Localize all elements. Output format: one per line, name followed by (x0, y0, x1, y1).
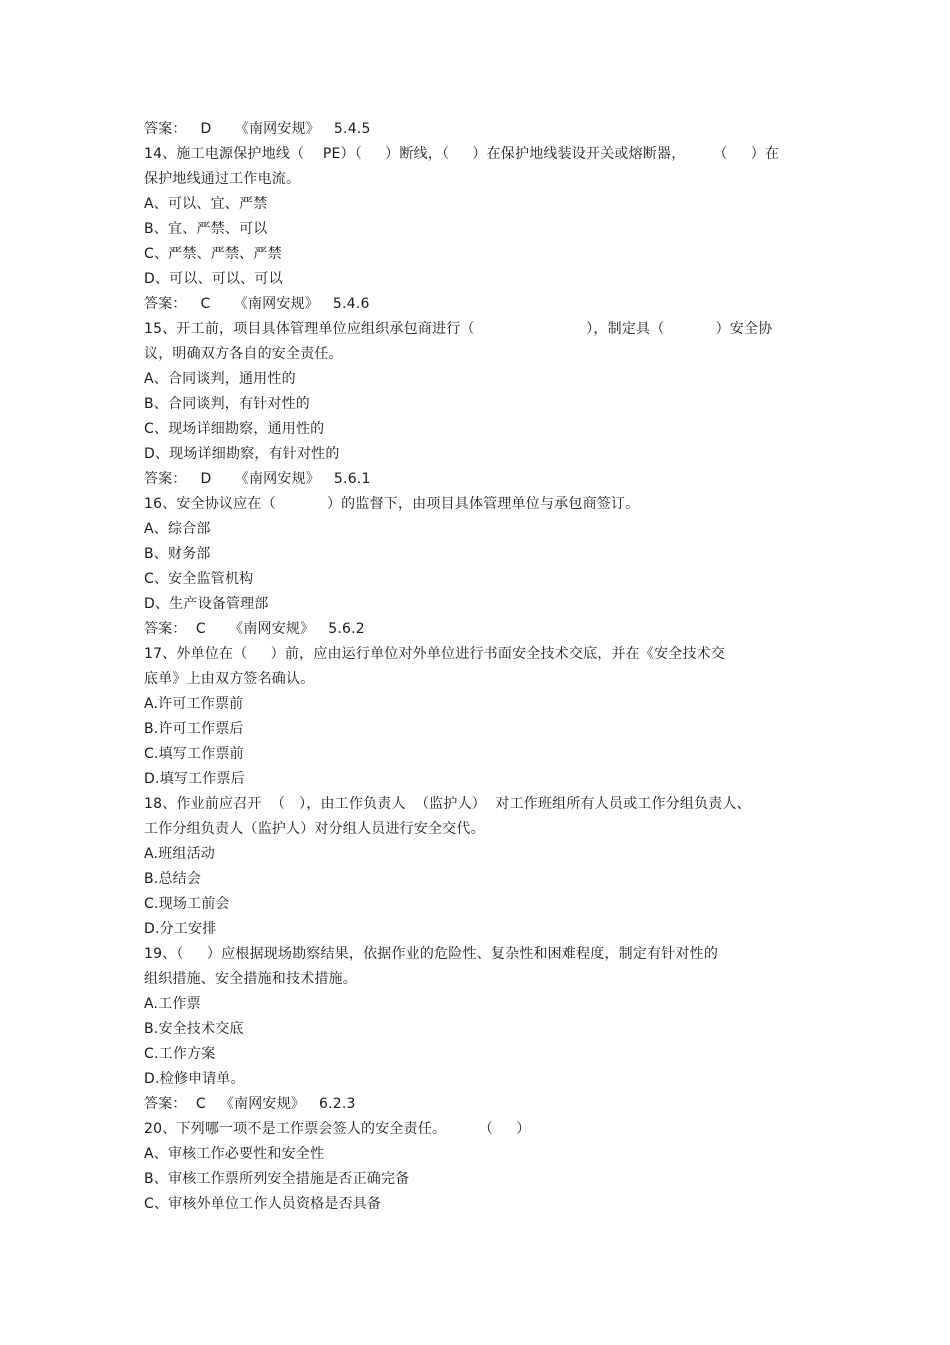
text-line: C、审核外单位工作人员资格是否具备 (144, 1196, 382, 1212)
text-line: A.许可工作票前 (144, 696, 244, 712)
text-line: A、可以、宜、严禁 (144, 196, 268, 212)
text-line: 17、外单位在（ ）前，应由运行单位对外单位进行书面安全技术交底，并在《安全技术交 (144, 646, 726, 662)
text-line: 保护地线通过工作电流。 (144, 171, 301, 187)
text-line: A、综合部 (144, 521, 211, 537)
text-line: B、审核工作票所列安全措施是否正确完备 (144, 1171, 410, 1187)
text-line: C、现场详细勘察，通用性的 (144, 421, 325, 437)
text-line: 工作分组负责人（监护人）对分组人员进行安全交代。 (144, 821, 485, 837)
text-line: D.填写工作票后 (144, 771, 245, 787)
text-line: B、合同谈判，有针对性的 (144, 396, 311, 412)
text-line: 答案： C 《南网安规》 5.4.6 (144, 296, 370, 312)
document-body (144, 117, 812, 1217)
text-line: D.分工安排 (144, 921, 217, 937)
text-line: 答案： C 《南网安规》 5.6.2 (144, 621, 365, 637)
text-line: 15、开工前，项目具体管理单位应组织承包商进行（ ），制定具（ ）安全协 (144, 321, 773, 337)
text-line: C.工作方案 (144, 1046, 216, 1062)
text-line: B.安全技术交底 (144, 1021, 244, 1037)
text-line: 答案： C 《南网安规》 6.2.3 (144, 1096, 356, 1112)
text-line: A.工作票 (144, 996, 201, 1012)
text-line: B.许可工作票后 (144, 721, 244, 737)
text-line: D、现场详细勘察，有针对性的 (144, 446, 340, 462)
text-line: 组织措施、安全措施和技术措施。 (144, 971, 357, 987)
text-line: 16、安全协议应在（ ）的监督下，由项目具体管理单位与承包商签订。 (144, 496, 640, 512)
text-line: 14、施工电源保护地线（ PE）（ ）断线，（ ）在保护地线装设开关或熔断器， （ ）在 (144, 146, 780, 162)
text-line: C.现场工前会 (144, 896, 230, 912)
text-line: A.班组活动 (144, 846, 215, 862)
text-line: A、合同谈判，通用性的 (144, 371, 296, 387)
text-line: D.检修申请单。 (144, 1071, 245, 1087)
text-line: B、财务部 (144, 546, 211, 562)
text-line: D、可以、可以、可以 (144, 271, 283, 287)
text-line: 底单》上由双方签名确认。 (144, 671, 315, 687)
text-line: D、生产设备管理部 (144, 596, 269, 612)
text-line: 19、（ ）应根据现场勘察结果，依据作业的危险性、复杂性和困难程度，制定有针对性的 (144, 946, 719, 962)
text-line: 答案： D 《南网安规》 5.6.1 (144, 471, 371, 487)
text-line: 议，明确双方各自的安全责任。 (144, 346, 343, 362)
text-line: A、审核工作必要性和安全性 (144, 1146, 325, 1162)
text-line: B.总结会 (144, 871, 202, 887)
text-line: C、安全监管机构 (144, 571, 254, 587)
text-line: 答案： D 《南网安规》 5.4.5 (144, 121, 371, 137)
text-line: 20、下列哪一项不是工作票会签人的安全责任。 （ ） (144, 1121, 531, 1137)
text-line: B、宜、严禁、可以 (144, 221, 268, 237)
text-line: 18、作业前应召开 （ ），由工作负责人 （监护人） 对工作班组所有人员或工作分组负责人、 (144, 796, 751, 812)
text-line: C.填写工作票前 (144, 746, 244, 762)
text-line: C、严禁、严禁、严禁 (144, 246, 282, 262)
